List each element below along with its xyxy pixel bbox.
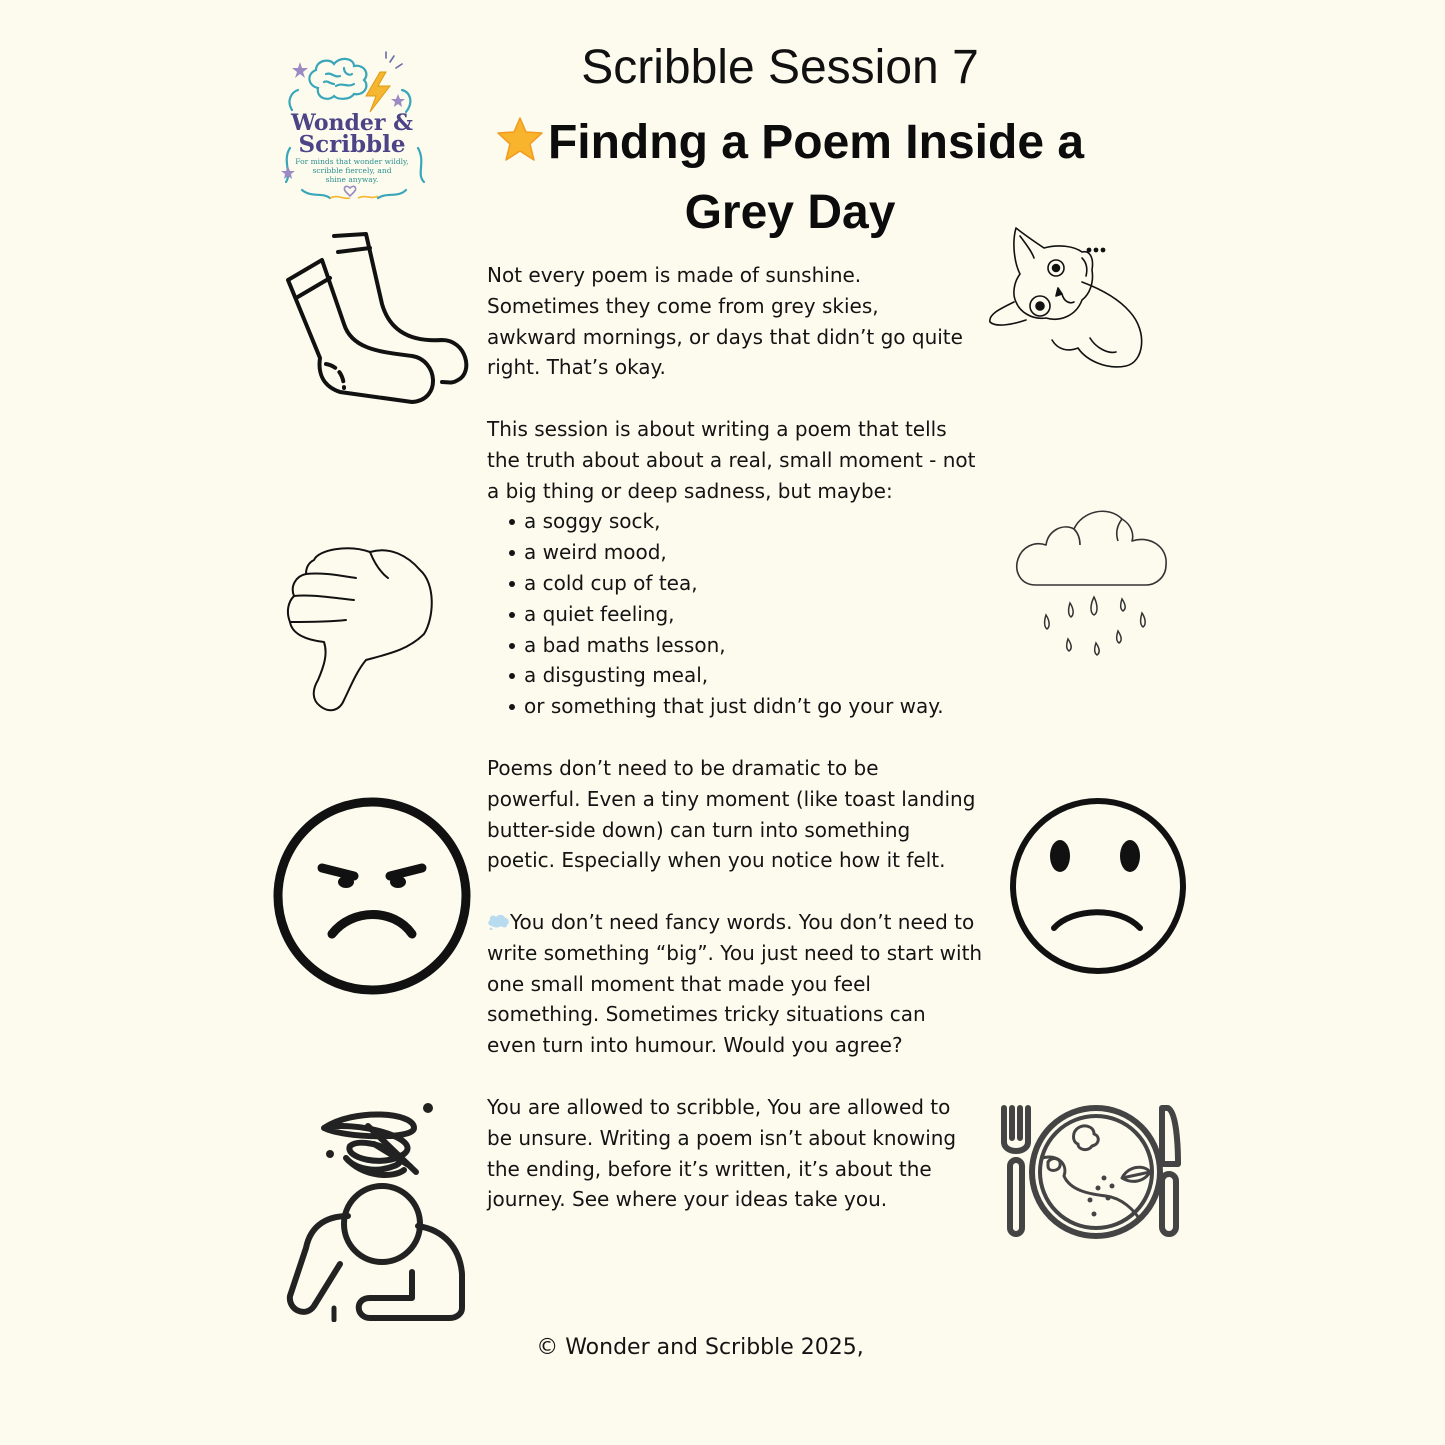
sad-face-icon <box>1008 796 1188 976</box>
para3-line: Poems don’t need to be dramatic to be <box>487 756 879 780</box>
list-item: a bad maths lesson, <box>524 630 987 661</box>
paragraph-scribble <box>487 1092 987 1215</box>
logo-name-line1: Wonder & <box>290 110 414 136</box>
logo-tagline-line2: scribble fiercely, and <box>312 166 392 175</box>
para4-line: You don’t need fancy words. You don’t need to <box>510 910 975 934</box>
para2-line: a big thing or deep sadness, but maybe: <box>487 478 893 503</box>
para5-line: journey. See where your ideas take you. <box>487 1187 888 1212</box>
para1-line: right. That’s okay. <box>487 355 666 380</box>
para5-line: the ending, before it’s written, it’s about the <box>487 1156 932 1181</box>
para1-line: Sometimes they come from grey skies, <box>487 293 879 318</box>
logo-tagline-line3: shine anyway. <box>325 175 379 184</box>
paragraph-fancy-words <box>487 907 987 1061</box>
angry-face-icon <box>272 796 472 996</box>
copyright-footer: © Wonder and Scribble 2025, <box>536 1335 864 1360</box>
para5-line: be unsure. Writing a poem isn’t about knowing <box>487 1125 957 1150</box>
para2-line: This session is about writing a poem that tells <box>487 417 947 441</box>
wonder-scribble-logo <box>278 50 430 205</box>
logo-name-line2: Scribble <box>298 131 406 158</box>
list-item: a weird mood, <box>524 537 987 568</box>
list-item: or something that just didn’t go your way. <box>524 691 987 722</box>
heart-icon <box>344 186 355 196</box>
socks-icon <box>282 232 474 407</box>
paragraph-intro <box>487 260 987 383</box>
para1-line: awkward mornings, or days that didn’t go quite <box>487 324 963 349</box>
para4-line: write something “big”. You just need to start with <box>487 940 983 965</box>
para3-line: powerful. Even a tiny moment (like toast landing <box>487 786 976 811</box>
thought-bubble-icon <box>487 914 510 930</box>
list-item: a cold cup of tea, <box>524 568 987 599</box>
cat-icon <box>986 222 1151 370</box>
moment-examples-list <box>487 506 987 722</box>
paragraph-session-about <box>487 414 987 722</box>
scribble-head-icon <box>284 1098 468 1322</box>
page-title-text: Findng a Poem Inside a Grey Day <box>547 116 1085 239</box>
para2-line: the truth about about a real, small moment - not <box>487 447 976 472</box>
logo-tagline-line1: For minds that wonder wildly, <box>295 157 409 166</box>
thumbs-down-icon <box>284 542 440 717</box>
para3-line: butter-side down) can turn into something <box>487 817 911 842</box>
star-icon <box>496 116 544 162</box>
paragraph-not-dramatic <box>487 753 987 876</box>
list-item: a soggy sock, <box>524 506 987 537</box>
session-heading: Scribble Session 7 <box>581 41 979 94</box>
list-item: a disgusting meal, <box>524 660 987 691</box>
para4-line: one small moment that made you feel <box>487 971 871 996</box>
para4-line: something. Sometimes tricky situations can <box>487 1002 926 1027</box>
para4-line: even turn into humour. Would you agree? <box>487 1033 903 1058</box>
plate-cutlery-icon <box>998 1102 1188 1242</box>
list-item: a quiet feeling, <box>524 599 987 630</box>
rain-cloud-icon <box>1012 505 1170 660</box>
para3-line: poetic. Especially when you notice how it felt. <box>487 848 946 873</box>
para5-line: You are allowed to scribble, You are allowed to <box>487 1095 951 1119</box>
para1-line: Not every poem is made of sunshine. <box>487 263 862 287</box>
